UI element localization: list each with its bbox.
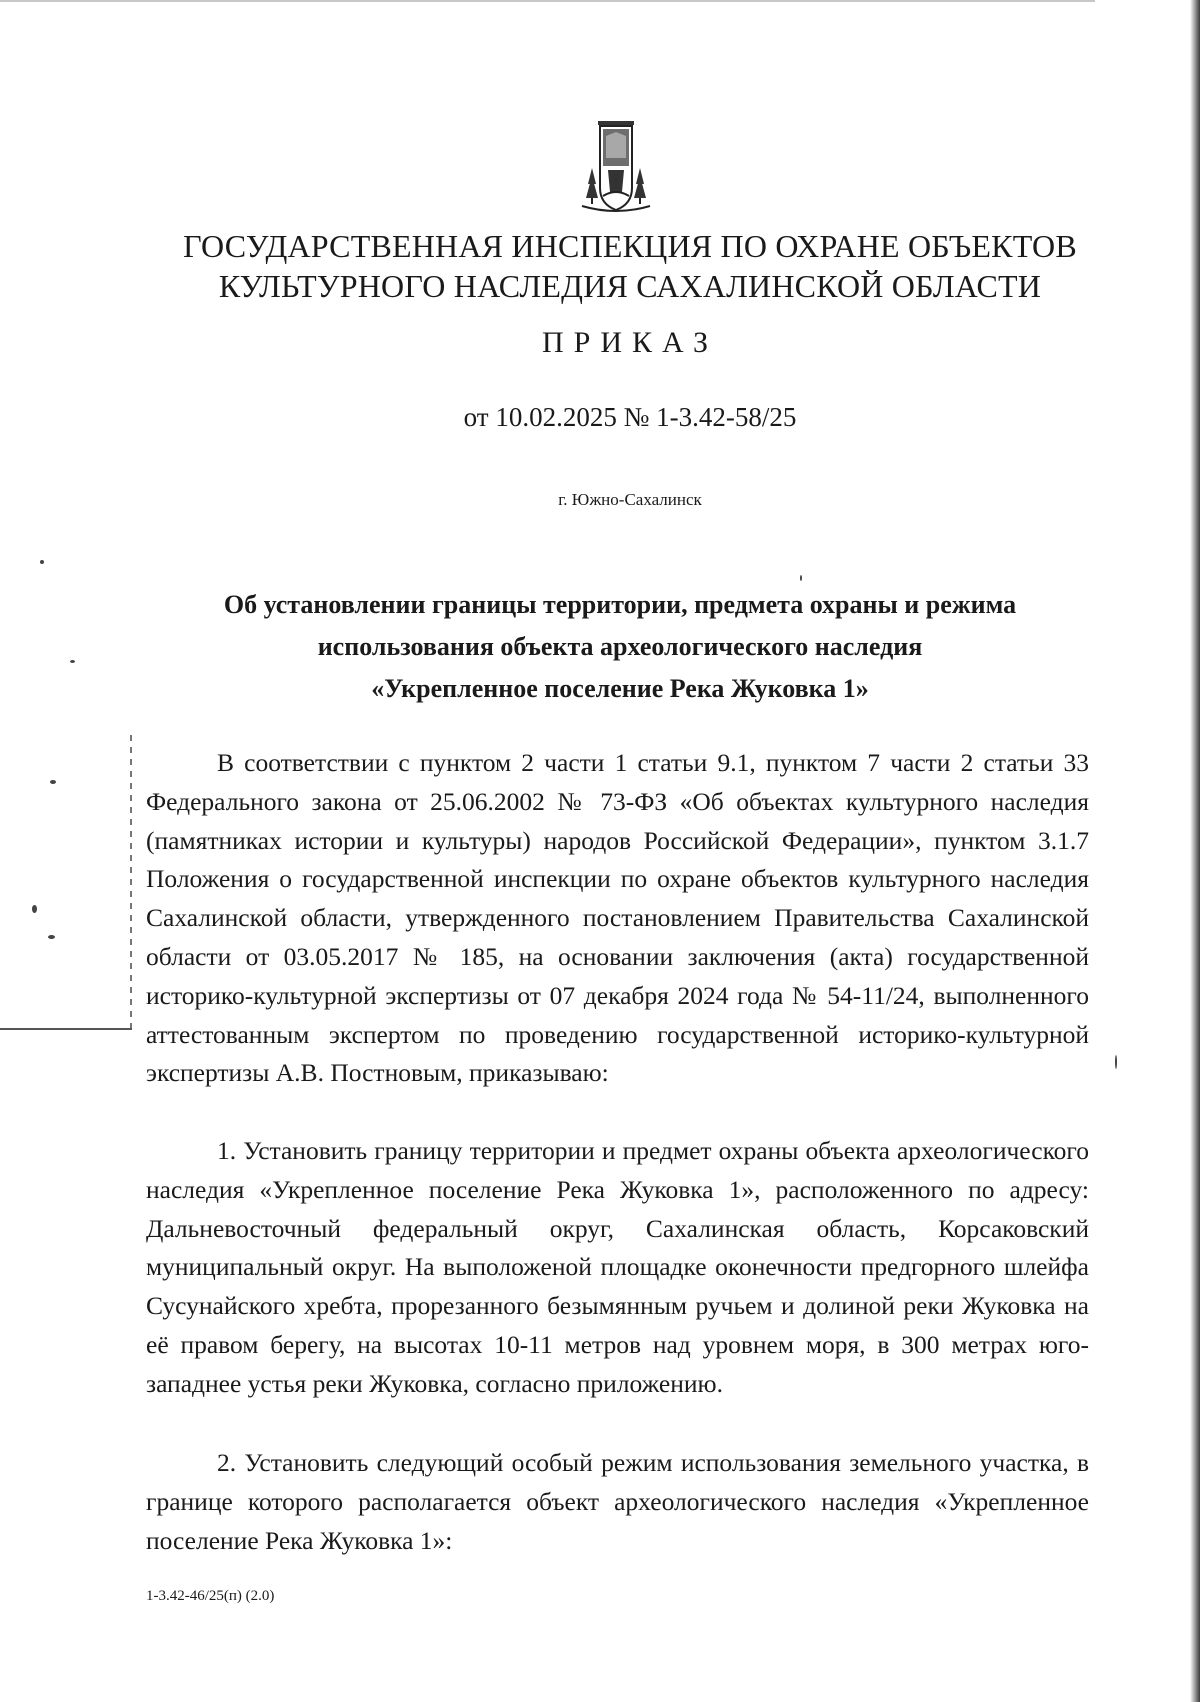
order-item-1: 1. Установить границу территории и предмет охраны объекта археологического наследия «Укрепленное поселение Река Жуковка 1», расположенного по адресу: Дальневосточный федеральный округ, Сахалинская область, Корсаковский муниципальный округ. На выположеной площадке оконечности предгорного шлейфа Сусунайского хребта, прорезанного безымянным ручьем и долиной реки Жуковка на её правом берегу, на высотах 10-11 метров над уровнем моря, в 300 метрах юго-западнее устья реки Жуковка, согласно приложению. (146, 1136, 1089, 1398)
sakhalin-coat-of-arms-icon (570, 118, 662, 218)
preamble-paragraph: В соответствии с пунктом 2 части 1 статьи 9.1, пунктом 7 части 2 статьи 33 Федерального закона от 25.06.2002 № 73-ФЗ «Об объектах культурного наследия (памятниках истории и культуры) народов Российской Федерации», пунктом 3.1.7 Положения о государственной инспекции по охране объектов культурного наследия Сахалинской области, утвержденного постановлением Правительства Сахалинской области от 03.05.2017 № 185, на основании заключения (акта) государственной историко-культурной экспертизы от 07 декабря 2024 года № 54-11/24, выполненного аттестованным экспертом по проведению государственной историко-культурной экспертизы А.В. Постновым, приказываю: (146, 748, 1089, 1088)
order-heading-line-3: «Укрепленное поселение Река Жуковка 1» (371, 674, 869, 703)
order-date-number: от 10.02.2025 № 1-3.42-58/25 (463, 402, 797, 432)
scan-speck (70, 660, 75, 663)
order-item-2: 2. Установить следующий особый режим использования земельного участка, в границе которого располагается объект археологического наследия «Укрепленное поселение Река Жуковка 1»: (146, 1448, 1089, 1555)
order-title: ПРИКАЗ (542, 326, 718, 359)
organization-title-line-2: КУЛЬТУРНОГО НАСЛЕДИЯ САХАЛИНСКОЙ ОБЛАСТИ (218, 268, 1042, 304)
margin-dashed-line (130, 735, 132, 1035)
scan-speck (800, 575, 802, 581)
scan-edge-line (0, 0, 1095, 2)
scan-speck (50, 780, 56, 784)
margin-stroke (0, 1028, 132, 1030)
order-heading-line-2: использования объекта археологического наследия (317, 632, 923, 661)
document-footer-code: 1-3.42-46/25(п) (2.0) (146, 1588, 275, 1604)
scan-shadow-edge (1190, 0, 1200, 1702)
scan-speck (48, 935, 55, 939)
order-heading-line-1: Об установлении границы территории, предмета охраны и режима (223, 590, 1017, 619)
order-city: г. Южно-Сахалинск (558, 490, 702, 509)
scan-speck (32, 905, 37, 913)
scan-speck (1115, 1055, 1117, 1069)
scan-speck (40, 560, 44, 564)
organization-title-line-1: ГОСУДАРСТВЕННАЯ ИНСПЕКЦИЯ ПО ОХРАНЕ ОБЪЕКТОВ (183, 228, 1077, 264)
